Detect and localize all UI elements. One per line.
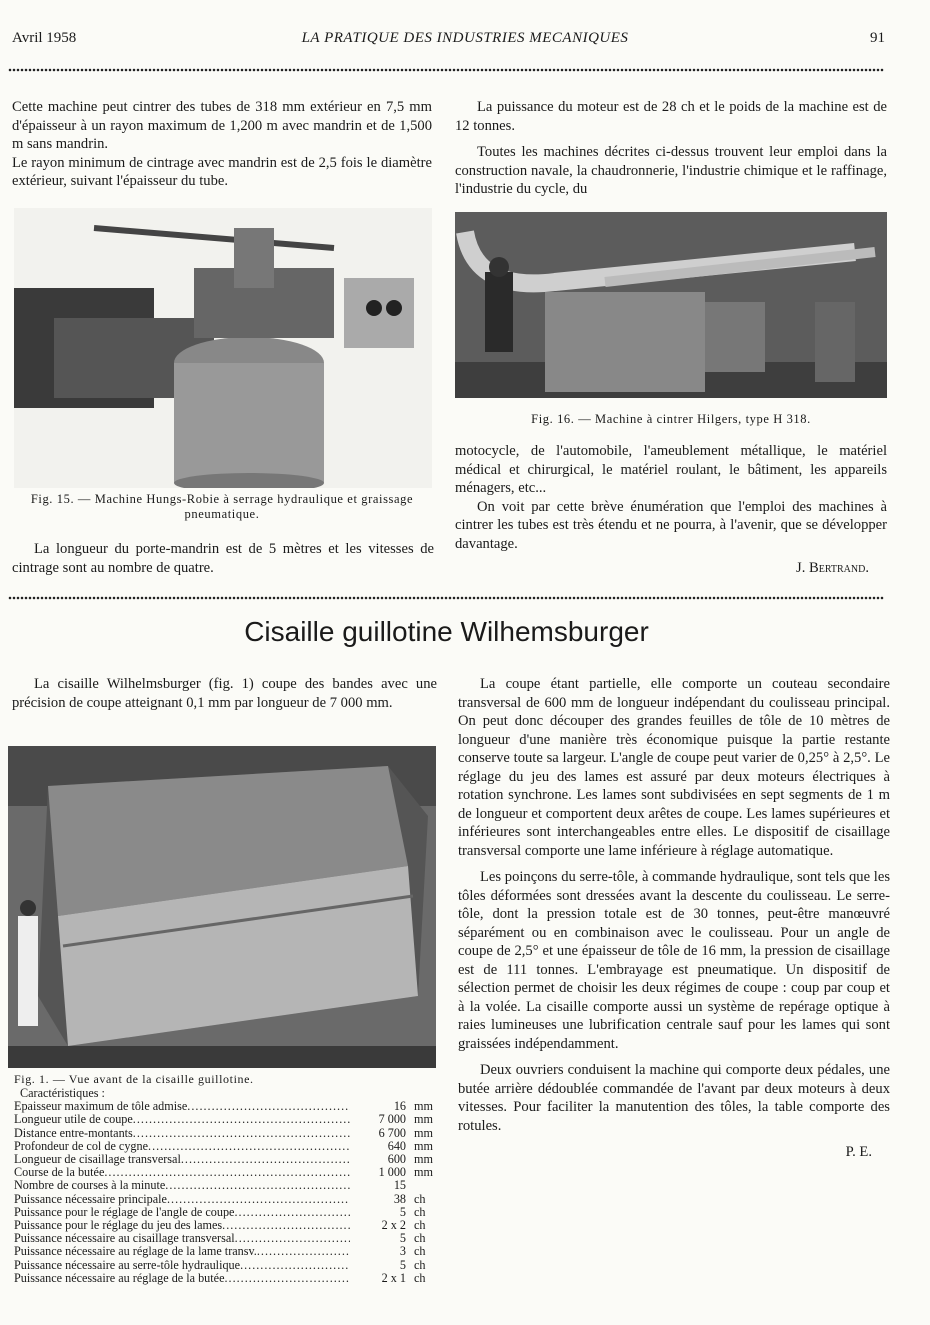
spec-value: 7 000 [378, 1112, 406, 1127]
spec-leader-dots [165, 1179, 350, 1192]
article1-right-bottom [455, 442, 887, 578]
spec-row [14, 1113, 442, 1126]
article2-intro [12, 675, 437, 712]
spec-leader-dots [181, 1153, 350, 1166]
spec-value: 2 x 1 [381, 1270, 406, 1285]
spec-label: Puissance nécessaire au réglage de la lame transv. [14, 1244, 257, 1259]
spec-unit: ch [414, 1244, 426, 1259]
spec-unit: ch [414, 1191, 426, 1206]
fig16-text: — Machine à cintrer Hilgers, type H 318. [578, 412, 811, 426]
spec-unit: mm [414, 1138, 433, 1153]
spec-value: 3 [399, 1244, 406, 1259]
paragraph: On voit par cette brève énumération que l'emploi des machines à cintrer les tubes est très étendu et ne pourra, à l'avenir, que se développer davantage. [455, 498, 887, 552]
fig16-photo [455, 212, 887, 398]
spec-row [14, 1272, 442, 1285]
fig15-caption [12, 492, 432, 522]
spec-unit [410, 1179, 442, 1192]
spec-unit: mm [414, 1125, 433, 1140]
spec-label: Nombre de courses à la minute [14, 1178, 166, 1193]
article2-right-column [458, 675, 890, 1162]
specs-heading: Caractéristiques : [20, 1086, 105, 1100]
specs-table [14, 1100, 442, 1285]
fig15-text: — Machine Hungs-Robie à serrage hydraulique et graissage pneumatique. [77, 492, 414, 521]
spec-label: Profondeur de col de cygne [14, 1138, 149, 1153]
paragraph: La longueur du porte-mandrin est de 5 mètres et les vitesses de cintrage sont au nombre de quatre. [12, 541, 434, 576]
spec-leader-dots [187, 1100, 350, 1113]
spec-value: 38 [393, 1191, 406, 1206]
spec-value: 5 [399, 1231, 406, 1246]
spec-value: 600 [387, 1152, 406, 1167]
spec-unit: ch [414, 1257, 426, 1272]
paragraph: Le rayon minimum de cintrage avec mandrin est de 2,5 fois le diamètre extérieur, suivant l'épaisseur du tube. [12, 154, 432, 189]
spec-row [14, 1259, 442, 1272]
issue-date: Avril 1958 [12, 30, 77, 46]
spec-row [14, 1245, 442, 1258]
article-title: Cisaille guillotine Wilhemsburger [244, 616, 649, 647]
spec-value: 5 [399, 1257, 406, 1272]
article2-heading [0, 616, 893, 648]
fig1-number: Fig. 1. [14, 1072, 50, 1086]
spec-unit: mm [414, 1152, 433, 1167]
signature: J. Bertrand. [796, 560, 869, 576]
paragraph: La puissance du moteur est de 28 ch et le poids de la machine est de 12 tonnes. [455, 99, 887, 134]
spec-unit: ch [414, 1270, 426, 1285]
spec-value: 1 000 [378, 1165, 406, 1180]
paragraph: La coupe étant partielle, elle comporte un couteau secondaire transversal de 600 mm de longueur indépendant du coulisseau principal. On peut donc découper des grandes feuilles de tôle de 10 mètres de longueur d'une manière très économique puisque la partie restante conserve toute sa largeur. L'angle de coupe peut varier de 0,25° à 2,5°. Le réglage du jeu des lames est assuré par deux moteurs électriques à rotation synchrone. Les lames sont subdivisées en sept segments de 1 m de longueur et comportent deux arêtes de coupe. Les lames supérieures et inférieures sont interchangeables entre elles. Le dispositif de cisaillage transversal comporte une lame inférieure à réglage automatique. [458, 676, 890, 859]
spec-unit: mm [414, 1099, 433, 1114]
fig16-caption [455, 412, 887, 427]
fig1-caption-block [14, 1072, 442, 1285]
spec-leader-dots [133, 1127, 350, 1140]
spec-label: Puissance pour le réglage du jeu des lames [14, 1218, 223, 1233]
spec-unit: ch [414, 1204, 426, 1219]
spec-label: Distance entre-montants [14, 1125, 133, 1140]
paragraph: La cisaille Wilhelmsburger (fig. 1) coupe des bandes avec une précision de coupe atteignant 0,1 mm par longueur de 7 000 mm. [12, 676, 437, 711]
spec-leader-dots [240, 1259, 350, 1272]
spec-unit: mm [414, 1165, 433, 1180]
header-rule [8, 68, 884, 72]
spec-value: 16 [393, 1099, 406, 1114]
article1-left-top [12, 98, 432, 191]
spec-row [14, 1127, 442, 1140]
spec-value: 640 [387, 1138, 406, 1153]
spec-label: Puissance nécessaire au serre-tôle hydraulique [14, 1257, 241, 1272]
spec-leader-dots [133, 1113, 350, 1126]
spec-label: Epaisseur maximum de tôle admise [14, 1099, 188, 1114]
spec-label: Puissance nécessaire au cisaillage transversal [14, 1231, 235, 1246]
signature: P. E. [845, 1144, 872, 1160]
spec-leader-dots [222, 1219, 350, 1232]
spec-value: 2 x 2 [381, 1218, 406, 1233]
spec-leader-dots [234, 1206, 350, 1219]
spec-unit: ch [414, 1231, 426, 1246]
spec-value: 5 [399, 1204, 406, 1219]
paragraph: Deux ouvriers conduisent la machine qui comporte deux pédales, une butée arrière dédoublée commandée de l'avant par deux moteurs à deux vitesses. Pour faciliter la manutention des tôles, la table comporte des rotules. [458, 1062, 890, 1134]
spec-value: 6 700 [378, 1125, 406, 1140]
fig15-photo [14, 208, 432, 488]
fig1-text: — Vue avant de la cisaille guillotine. [52, 1072, 254, 1086]
paragraph: Cette machine peut cintrer des tubes de 318 mm extérieur en 7,5 mm d'épaisseur à un rayon maximum de 1,200 m avec mandrin et de 1,500 m sans mandrin. [12, 99, 432, 152]
spec-unit: ch [414, 1218, 426, 1233]
spec-row [14, 1193, 442, 1206]
article1-right-top [455, 98, 887, 199]
article1-left-bottom [12, 540, 434, 577]
page-number: 91 [870, 30, 885, 46]
spec-row [14, 1179, 442, 1192]
spec-label: Course de la butée [14, 1165, 105, 1180]
spec-leader-dots [257, 1245, 350, 1258]
spec-label: Longueur de cisaillage transversal [14, 1152, 181, 1167]
journal-title: LA PRATIQUE DES INDUSTRIES MECANIQUES [301, 30, 629, 46]
fig16-number: Fig. 16. [531, 412, 575, 426]
fig1-caption [14, 1072, 442, 1087]
fig1-photo [8, 746, 436, 1068]
spec-label: Puissance pour le réglage de l'angle de coupe [14, 1204, 235, 1219]
fig15-number: Fig. 15. [30, 492, 75, 506]
spec-unit: mm [414, 1112, 433, 1127]
section-rule [8, 596, 884, 600]
spec-label: Longueur utile de coupe [14, 1112, 133, 1127]
spec-leader-dots [167, 1193, 350, 1206]
paragraph: Les poinçons du serre-tôle, à commande hydraulique, sont tels que les tôles déformées sont dressées avant la descente du coulisseau. Le serre-tôle, dont la pression totale est de 30 tonnes, peut-être manœuvré séparément ou en combinaison avec le coulisseau. Pour un angle de coupe de 2,5° et une épaisseur de tôle de 16 mm, la pression de cisaillage est de 111 tonnes. L'embrayage est pneumatique. Un dispositif de sélection permet de choisir les deux régimes de coupe : coup par coup et à la volée. La cisaille comporte aussi un système de repérage optique à raies lumineuses une lubrification centrale sauf pour les lames qui sont graissées indépendamment. [458, 869, 890, 1052]
paragraph: motocycle, de l'automobile, l'ameublement métallique, le matériel médical et chirurgical, le matériel roulant, le bâtiment, les appareils ménagers, etc... [455, 443, 887, 496]
spec-value: 15 [393, 1178, 406, 1193]
spec-label: Puissance nécessaire principale [14, 1191, 167, 1206]
paragraph: Toutes les machines décrites ci-dessus trouvent leur emploi dans la construction navale, la chaudronnerie, l'industrie chimique et le raffinage, l'industrie du cycle, du [455, 144, 887, 197]
spec-leader-dots [224, 1272, 350, 1285]
spec-label: Puissance nécessaire au réglage de la butée [14, 1270, 225, 1285]
